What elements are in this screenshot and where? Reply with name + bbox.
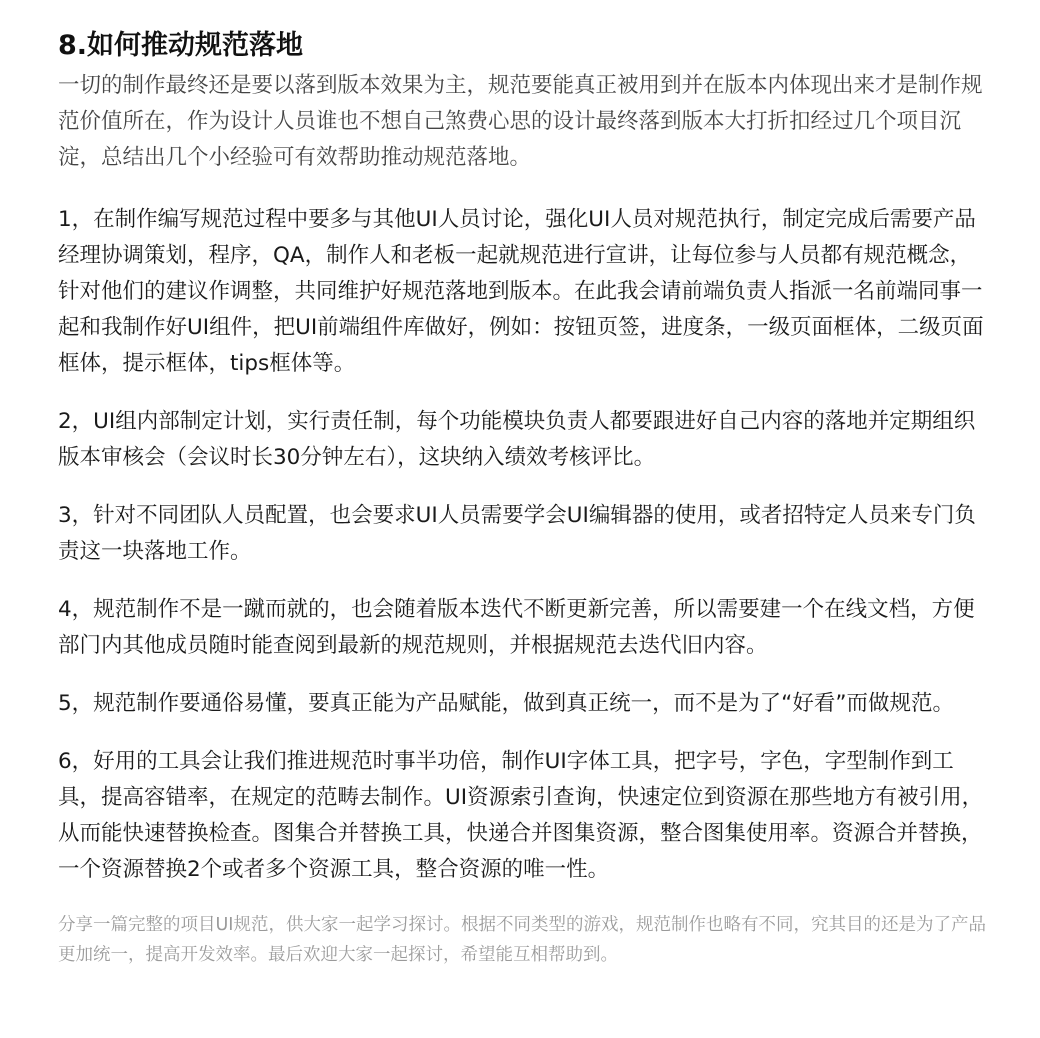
tips-list <box>58 202 986 888</box>
tip-item-1: 1，在制作编写规范过程中要多与其他UI人员讨论，强化UI人员对规范执行，制定完成后需要产品经理协调策划，程序，QA，制作人和老板一起就规范进行宣讲，让每位参与人员都有规范概念，针对他们的建议作调整，共同维护好规范落地到版本。在此我会请前端负责人指派一名前端同事一起和我制作好UI组件，把UI前端组件库做好，例如：按钮页签，进度条，一级页面框体，二级页面框体，提示框体，tips框体等。 <box>58 207 984 376</box>
tip-item-6: 6，好用的工具会让我们推进规范时事半功倍，制作UI字体工具，把字号，字色，字型制作到工具，提高容错率，在规定的范畴去制作。UI资源索引查询，快速定位到资源在那些地方有被引用，从而能快速替换检查。图集合并替换工具，快递合并图集资源，整合图集使用率。资源合并替换，一个资源替换2个或者多个资源工具，整合资源的唯一性。 <box>58 749 984 882</box>
tip-item-4: 4，规范制作不是一蹴而就的，也会随着版本迭代不断更新完善，所以需要建一个在线文档，方便部门内其他成员随时能查阅到最新的规范规则，并根据规范去迭代旧内容。 <box>58 597 975 658</box>
tip-item-3: 3，针对不同团队人员配置，也会要求UI人员需要学会UI编辑器的使用，或者招特定人员来专门负责这一块落地工作。 <box>58 503 976 564</box>
tip-item-2: 2，UI组内部制定计划，实行责任制，每个功能模块负责人都要跟进好自己内容的落地并定期组织版本审核会（会议时长30分钟左右），这块纳入绩效考核评比。 <box>58 409 976 470</box>
section-intro: 一切的制作最终还是要以落到版本效果为主，规范要能真正被用到并在版本内体现出来才是制作规范价值所在，作为设计人员谁也不想自己煞费心思的设计最终落到版本大打折扣经过几个项目沉淀，总结出几个小经验可有效帮助推动规范落地。 <box>58 73 983 170</box>
footer-note: 分享一篇完整的项目UI规范，供大家一起学习探讨。根据不同类型的游戏，规范制作也略有不同，究其目的还是为了产品更加统一，提高开发效率。最后欢迎大家一起探讨，希望能互相帮助到。 <box>58 915 986 965</box>
section-title: 8.如何推动规范落地 <box>58 30 304 61</box>
tip-item-5: 5，规范制作要通俗易懂，要真正能为产品赋能，做到真正统一，而不是为了“好看”而做规范。 <box>58 691 954 716</box>
